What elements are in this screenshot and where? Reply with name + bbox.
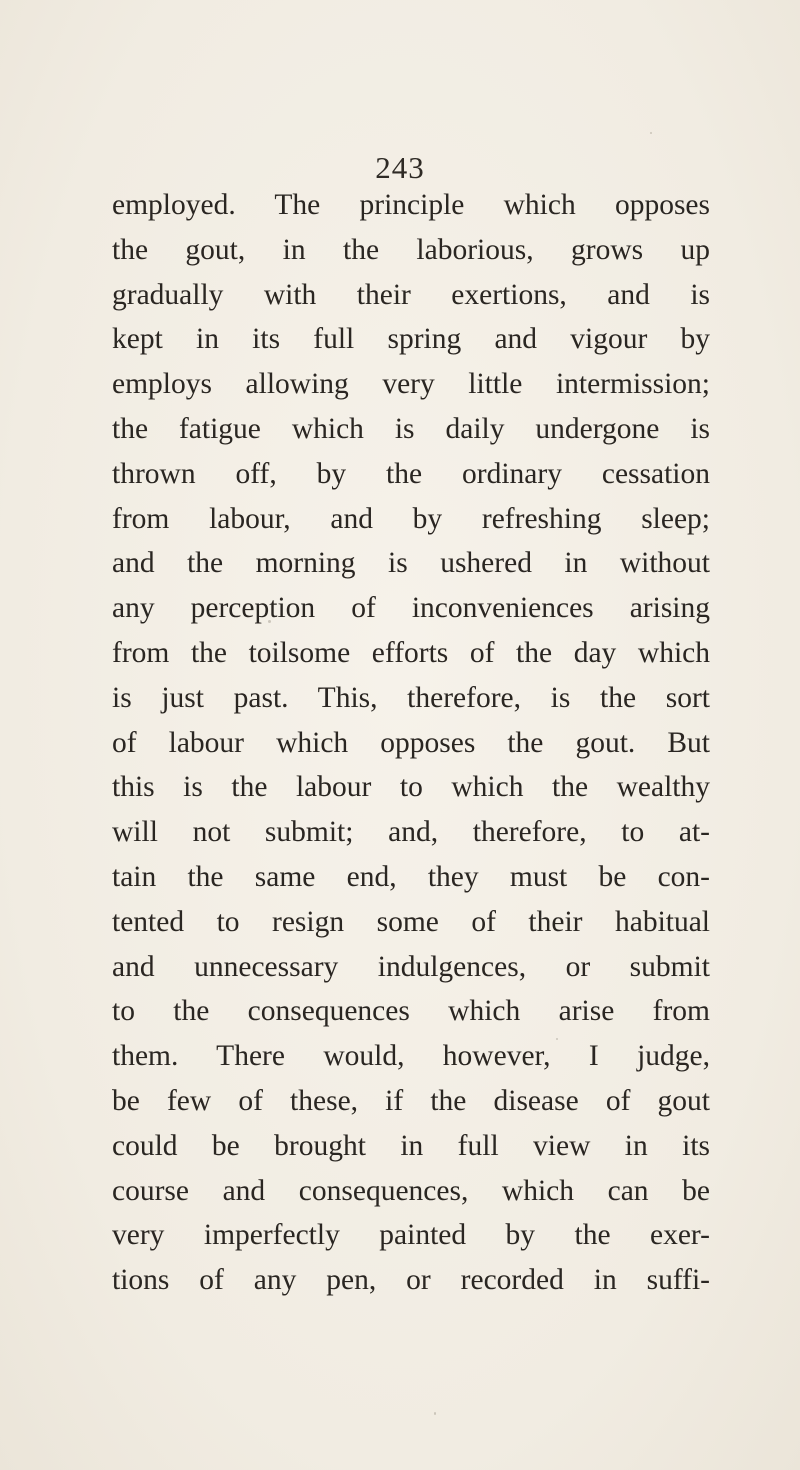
text-line: the gout, in the laborious, grows up — [112, 233, 710, 266]
text-line: them. There would, however, I judge, — [112, 1040, 710, 1073]
text-line: employed. The principle which opposes — [112, 189, 710, 221]
text-line: will not submit; and, therefore, to at- — [112, 816, 710, 849]
text-line: tain the same end, they must be con- — [112, 860, 710, 893]
text-line: kept in its full spring and vigour by — [112, 323, 710, 356]
paper-speck — [434, 1412, 436, 1415]
text-line: tented to resign some of their habitual — [112, 905, 710, 938]
body-text — [112, 183, 710, 1303]
text-line: very imperfectly painted by the exer- — [112, 1219, 710, 1252]
text-line: gradually with their exertions, and is — [112, 278, 710, 311]
text-line: course and consequences, which can be — [112, 1174, 710, 1207]
text-line: and the morning is ushered in without — [112, 547, 710, 580]
text-line: from labour, and by refreshing sleep; — [112, 502, 710, 535]
paper-speck — [690, 560, 692, 563]
text-line: tions of any pen, or recorded in suffi- — [112, 1264, 710, 1297]
paper-speck — [650, 132, 652, 134]
text-line: be few of these, if the disease of gout — [112, 1084, 710, 1117]
text-line: the fatigue which is daily undergone is — [112, 412, 710, 445]
text-line: this is the labour to which the wealthy — [112, 771, 710, 804]
text-line: and unnecessary indulgences, or submit — [112, 950, 710, 983]
text-line: thrown off, by the ordinary cessation — [112, 457, 710, 490]
page-number: 243 — [375, 150, 425, 185]
text-line: is just past. This, therefore, is the sort — [112, 681, 710, 714]
paper-speck — [268, 620, 271, 623]
text-line: any perception of inconveniences arising — [112, 592, 710, 625]
text-line: could be brought in full view in its — [112, 1129, 710, 1162]
text-line: employs allowing very little intermission; — [112, 368, 710, 401]
text-line: of labour which opposes the gout. But — [112, 726, 710, 759]
paper-speck — [556, 1038, 558, 1040]
text-line: from the toilsome efforts of the day which — [112, 636, 710, 669]
text-line: to the consequences which arise from — [112, 995, 710, 1028]
